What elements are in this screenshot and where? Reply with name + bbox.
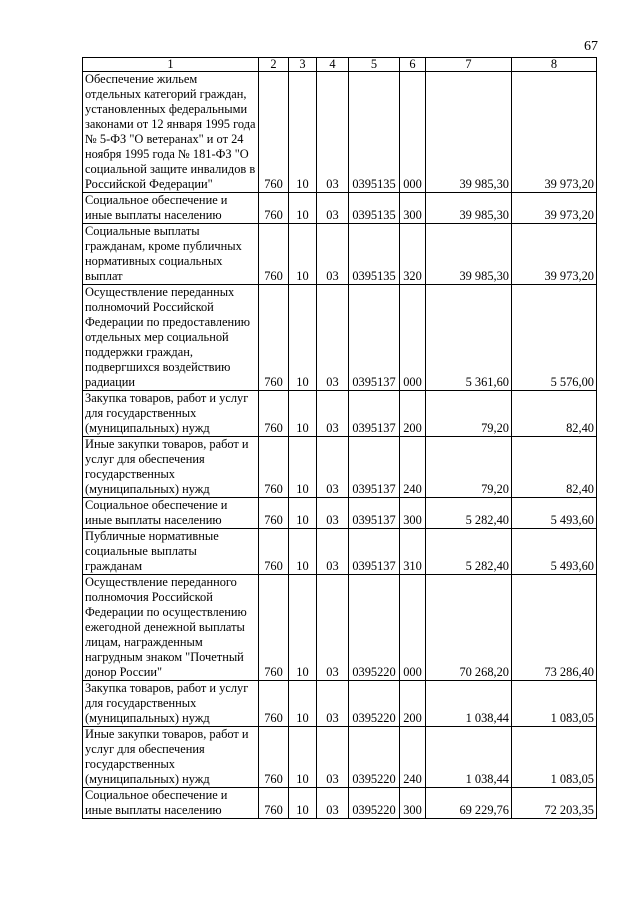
subsection-code-cell: 03 bbox=[317, 437, 349, 498]
amount-year2-cell: 5 493,60 bbox=[512, 529, 597, 575]
row-name-text: Иные закупки товаров, работ и услуг для обеспечения государственных (муниципальных) нужд bbox=[85, 437, 249, 496]
amount-year2-cell: 39 973,20 bbox=[512, 224, 597, 285]
section-code-cell: 10 bbox=[289, 285, 317, 391]
row-name-text: Осуществление переданных полномочий Российской Федерации по предоставлению отдельных мер социальной поддержки граждан, подвергшихся воздействию радиации bbox=[85, 285, 250, 389]
section-code-cell: 10 bbox=[289, 788, 317, 819]
row-name-text: Иные закупки товаров, работ и услуг для обеспечения государственных (муниципальных) нужд bbox=[85, 727, 249, 786]
header-col-4: 4 bbox=[317, 58, 349, 72]
table-row bbox=[83, 193, 597, 224]
subsection-code-cell: 03 bbox=[317, 529, 349, 575]
amount-year1-cell: 39 985,30 bbox=[426, 193, 512, 224]
page-number: 67 bbox=[584, 39, 598, 54]
amount-year1-cell: 39 985,30 bbox=[426, 72, 512, 193]
amount-year1-cell: 5 361,60 bbox=[426, 285, 512, 391]
row-name-cell bbox=[83, 193, 259, 224]
row-name-cell bbox=[83, 575, 259, 681]
amount-year2-cell: 82,40 bbox=[512, 391, 597, 437]
section-code-cell: 10 bbox=[289, 193, 317, 224]
table-row bbox=[83, 727, 597, 788]
table-body bbox=[83, 72, 597, 819]
header-col-7: 7 bbox=[426, 58, 512, 72]
subsection-code-cell: 03 bbox=[317, 575, 349, 681]
header-col-1: 1 bbox=[83, 58, 259, 72]
table-row bbox=[83, 224, 597, 285]
table-row bbox=[83, 681, 597, 727]
row-name-text: Обеспечение жильем отдельных категорий граждан, установленных федеральными законами от 12 января 1995 года № 5-ФЗ "О ветеранах" и от 24 ноября 1995 года № 181-ФЗ "О социальной защите инвалидов в Российской Федерации" bbox=[85, 72, 256, 191]
table-row bbox=[83, 575, 597, 681]
row-name-text: Социальное обеспечение и иные выплаты населению bbox=[85, 193, 228, 222]
ministry-code-cell: 760 bbox=[259, 529, 289, 575]
amount-year2-cell: 1 083,05 bbox=[512, 727, 597, 788]
table-row bbox=[83, 529, 597, 575]
expense-type-cell: 000 bbox=[400, 72, 426, 193]
target-article-cell: 0395220 bbox=[349, 681, 400, 727]
ministry-code-cell: 760 bbox=[259, 437, 289, 498]
expense-type-cell: 310 bbox=[400, 529, 426, 575]
header-col-2: 2 bbox=[259, 58, 289, 72]
ministry-code-cell: 760 bbox=[259, 72, 289, 193]
target-article-cell: 0395137 bbox=[349, 498, 400, 529]
row-name-cell bbox=[83, 285, 259, 391]
target-article-cell: 0395137 bbox=[349, 391, 400, 437]
row-name-text: Социальные выплаты гражданам, кроме публичных нормативных социальных выплат bbox=[85, 224, 242, 283]
expense-type-cell: 300 bbox=[400, 788, 426, 819]
table-row bbox=[83, 391, 597, 437]
expense-type-cell: 320 bbox=[400, 224, 426, 285]
target-article-cell: 0395220 bbox=[349, 727, 400, 788]
row-name-text: Социальное обеспечение и иные выплаты населению bbox=[85, 788, 228, 817]
budget-table bbox=[82, 57, 597, 819]
row-name-text: Закупка товаров, работ и услуг для государственных (муниципальных) нужд bbox=[85, 391, 249, 435]
row-name-cell bbox=[83, 529, 259, 575]
amount-year2-cell: 73 286,40 bbox=[512, 575, 597, 681]
section-code-cell: 10 bbox=[289, 224, 317, 285]
ministry-code-cell: 760 bbox=[259, 193, 289, 224]
amount-year1-cell: 69 229,76 bbox=[426, 788, 512, 819]
row-name-cell bbox=[83, 391, 259, 437]
expense-type-cell: 000 bbox=[400, 575, 426, 681]
section-code-cell: 10 bbox=[289, 681, 317, 727]
table-row bbox=[83, 498, 597, 529]
target-article-cell: 0395220 bbox=[349, 788, 400, 819]
amount-year2-cell: 39 973,20 bbox=[512, 193, 597, 224]
amount-year1-cell: 5 282,40 bbox=[426, 529, 512, 575]
subsection-code-cell: 03 bbox=[317, 72, 349, 193]
subsection-code-cell: 03 bbox=[317, 285, 349, 391]
target-article-cell: 0395135 bbox=[349, 224, 400, 285]
amount-year1-cell: 5 282,40 bbox=[426, 498, 512, 529]
section-code-cell: 10 bbox=[289, 727, 317, 788]
section-code-cell: 10 bbox=[289, 391, 317, 437]
section-code-cell: 10 bbox=[289, 498, 317, 529]
target-article-cell: 0395135 bbox=[349, 193, 400, 224]
target-article-cell: 0395220 bbox=[349, 575, 400, 681]
expense-type-cell: 300 bbox=[400, 193, 426, 224]
row-name-cell bbox=[83, 727, 259, 788]
amount-year1-cell: 79,20 bbox=[426, 391, 512, 437]
amount-year1-cell: 70 268,20 bbox=[426, 575, 512, 681]
table-header-row bbox=[83, 58, 597, 72]
amount-year2-cell: 82,40 bbox=[512, 437, 597, 498]
expense-type-cell: 240 bbox=[400, 727, 426, 788]
expense-type-cell: 200 bbox=[400, 681, 426, 727]
ministry-code-cell: 760 bbox=[259, 391, 289, 437]
target-article-cell: 0395137 bbox=[349, 285, 400, 391]
row-name-text: Социальное обеспечение и иные выплаты населению bbox=[85, 498, 228, 527]
table-row bbox=[83, 72, 597, 193]
amount-year1-cell: 79,20 bbox=[426, 437, 512, 498]
subsection-code-cell: 03 bbox=[317, 498, 349, 529]
expense-type-cell: 300 bbox=[400, 498, 426, 529]
row-name-cell bbox=[83, 437, 259, 498]
section-code-cell: 10 bbox=[289, 575, 317, 681]
table-row bbox=[83, 437, 597, 498]
target-article-cell: 0395137 bbox=[349, 437, 400, 498]
section-code-cell: 10 bbox=[289, 529, 317, 575]
row-name-text: Закупка товаров, работ и услуг для государственных (муниципальных) нужд bbox=[85, 681, 249, 725]
expense-type-cell: 200 bbox=[400, 391, 426, 437]
row-name-cell bbox=[83, 72, 259, 193]
header-col-5: 5 bbox=[349, 58, 400, 72]
amount-year2-cell: 5 493,60 bbox=[512, 498, 597, 529]
section-code-cell: 10 bbox=[289, 72, 317, 193]
ministry-code-cell: 760 bbox=[259, 681, 289, 727]
header-col-8: 8 bbox=[512, 58, 597, 72]
subsection-code-cell: 03 bbox=[317, 193, 349, 224]
row-name-text: Осуществление переданного полномочия Российской Федерации по осуществлению ежегодной денежной выплаты лицам, награжденным нагрудным знаком "Почетный донор России" bbox=[85, 575, 247, 679]
subsection-code-cell: 03 bbox=[317, 224, 349, 285]
row-name-text: Публичные нормативные социальные выплаты гражданам bbox=[85, 529, 219, 573]
amount-year2-cell: 39 973,20 bbox=[512, 72, 597, 193]
header-col-3: 3 bbox=[289, 58, 317, 72]
target-article-cell: 0395135 bbox=[349, 72, 400, 193]
amount-year2-cell: 1 083,05 bbox=[512, 681, 597, 727]
expense-type-cell: 240 bbox=[400, 437, 426, 498]
ministry-code-cell: 760 bbox=[259, 498, 289, 529]
amount-year1-cell: 39 985,30 bbox=[426, 224, 512, 285]
table-row bbox=[83, 285, 597, 391]
ministry-code-cell: 760 bbox=[259, 788, 289, 819]
amount-year2-cell: 5 576,00 bbox=[512, 285, 597, 391]
row-name-cell bbox=[83, 788, 259, 819]
subsection-code-cell: 03 bbox=[317, 727, 349, 788]
amount-year2-cell: 72 203,35 bbox=[512, 788, 597, 819]
row-name-cell bbox=[83, 681, 259, 727]
row-name-cell bbox=[83, 498, 259, 529]
ministry-code-cell: 760 bbox=[259, 727, 289, 788]
subsection-code-cell: 03 bbox=[317, 681, 349, 727]
section-code-cell: 10 bbox=[289, 437, 317, 498]
amount-year1-cell: 1 038,44 bbox=[426, 727, 512, 788]
target-article-cell: 0395137 bbox=[349, 529, 400, 575]
subsection-code-cell: 03 bbox=[317, 788, 349, 819]
ministry-code-cell: 760 bbox=[259, 285, 289, 391]
header-col-6: 6 bbox=[400, 58, 426, 72]
row-name-cell bbox=[83, 224, 259, 285]
expense-type-cell: 000 bbox=[400, 285, 426, 391]
amount-year1-cell: 1 038,44 bbox=[426, 681, 512, 727]
table-row bbox=[83, 788, 597, 819]
ministry-code-cell: 760 bbox=[259, 575, 289, 681]
ministry-code-cell: 760 bbox=[259, 224, 289, 285]
subsection-code-cell: 03 bbox=[317, 391, 349, 437]
